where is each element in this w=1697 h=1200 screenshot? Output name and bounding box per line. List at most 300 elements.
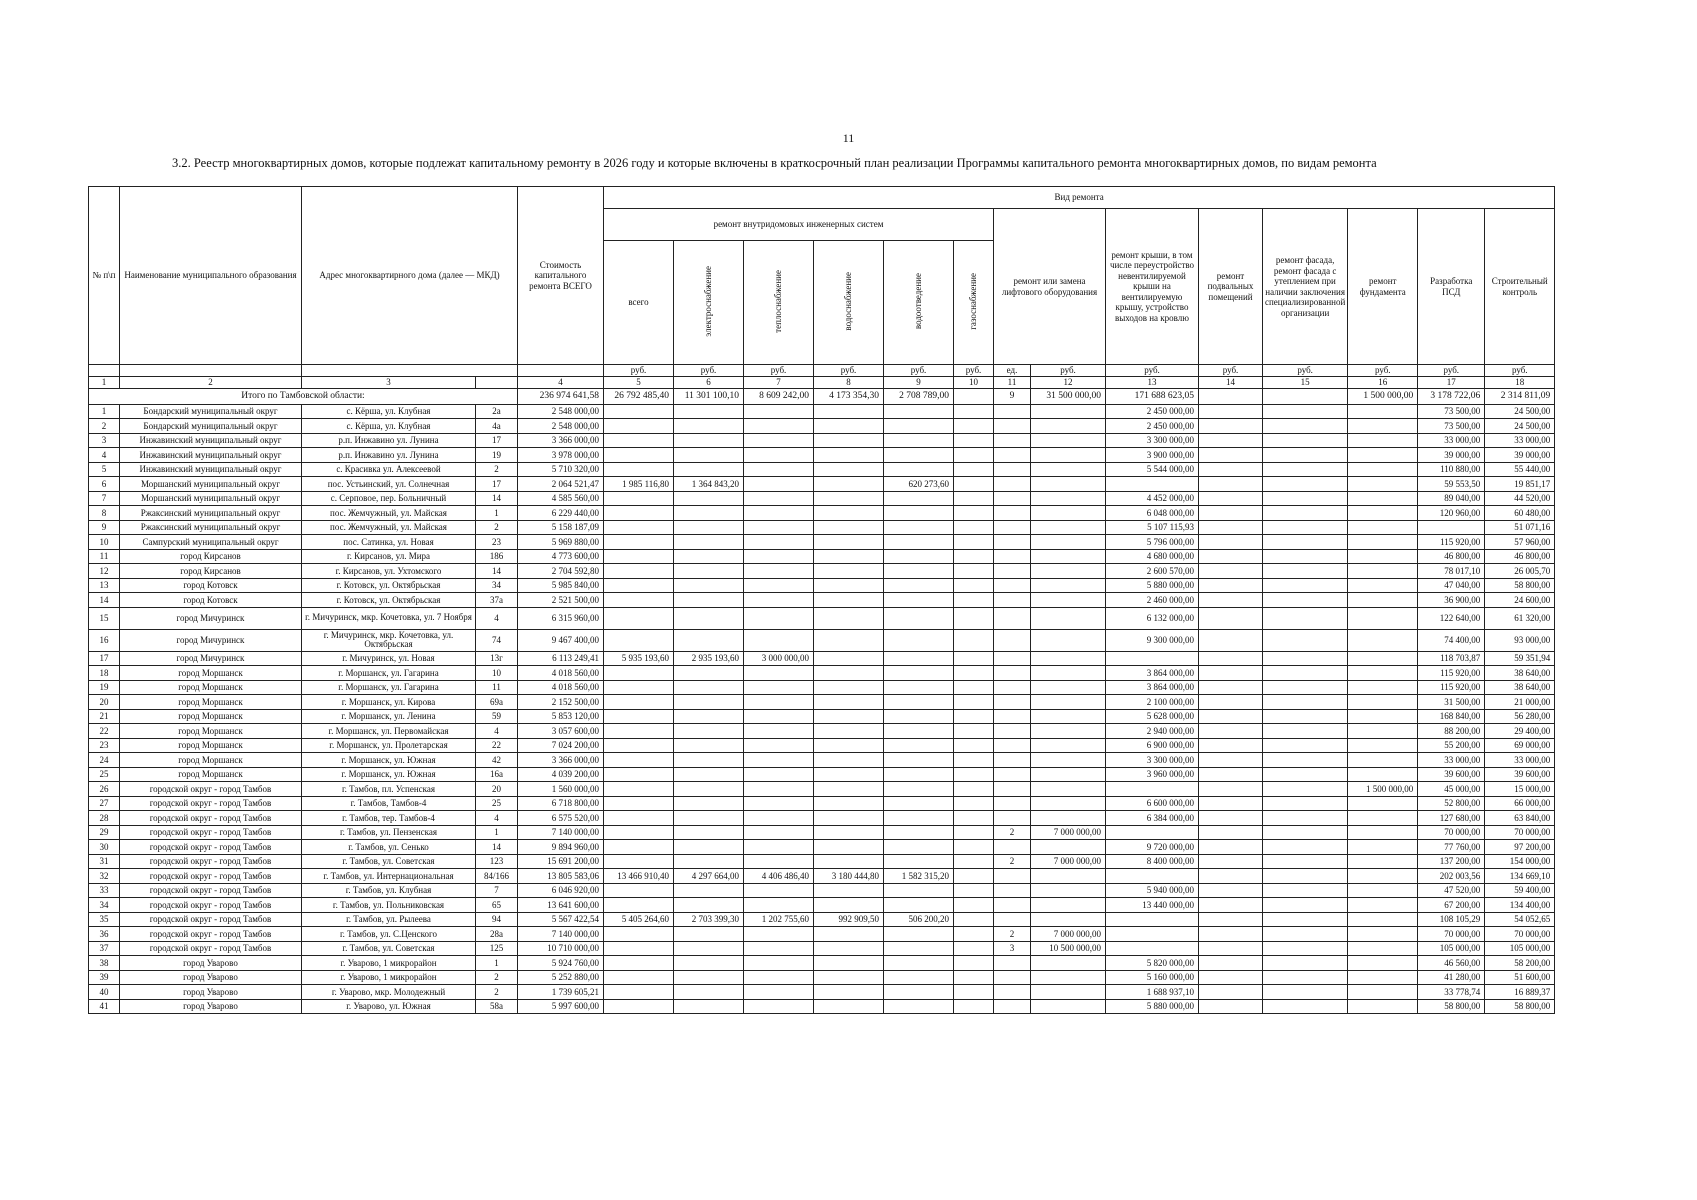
- supervision-cost: 33 000,00: [1485, 433, 1555, 448]
- column-number: 13: [1106, 377, 1199, 389]
- drainage-cost: [884, 883, 954, 898]
- foundation-cost: [1348, 898, 1418, 913]
- drainage-cost: [884, 796, 954, 811]
- basement-cost: [1199, 869, 1263, 884]
- address: г. Тамбов, ул. Пензенская: [302, 825, 476, 840]
- gas-supply-cost: [954, 985, 994, 1000]
- gas-supply-cost: [954, 549, 994, 564]
- facade-cost: [1263, 825, 1348, 840]
- total-cost: 13 641 600,00: [518, 898, 604, 913]
- heating-cost: [744, 927, 814, 942]
- foundation-cost: [1348, 956, 1418, 971]
- row-number: 24: [89, 753, 120, 768]
- basement-cost: [1199, 956, 1263, 971]
- electricity-cost: [674, 883, 744, 898]
- facade-cost: [1263, 535, 1348, 550]
- foundation-cost: [1348, 564, 1418, 579]
- design-cost: 110 880,00: [1418, 462, 1485, 477]
- house-number: 125: [476, 941, 518, 956]
- total-cost: 2 521 500,00: [518, 593, 604, 608]
- design-cost: 46 560,00: [1418, 956, 1485, 971]
- elevator-units: [994, 695, 1031, 710]
- supervision-cost: 59 351,94: [1485, 651, 1555, 666]
- municipality-name: городской округ - город Тамбов: [120, 782, 302, 797]
- elevator-cost: [1031, 629, 1106, 651]
- house-number: 11: [476, 680, 518, 695]
- row-number: 8: [89, 506, 120, 521]
- facade-cost: [1263, 448, 1348, 463]
- gas-supply-cost: [954, 651, 994, 666]
- municipality-name: городской округ - город Тамбов: [120, 869, 302, 884]
- heating-cost: [744, 419, 814, 434]
- basement-cost: [1199, 448, 1263, 463]
- table-row: [89, 651, 1555, 666]
- elevator-cost: [1031, 767, 1106, 782]
- design-cost: 39 000,00: [1418, 448, 1485, 463]
- drainage-cost: [884, 840, 954, 855]
- header-basement: ремонт подвальных помещений: [1199, 209, 1263, 365]
- water-supply-cost: [814, 811, 884, 826]
- total-cost: 236 974 641,58: [518, 388, 604, 404]
- roof-cost: 3 864 000,00: [1106, 680, 1199, 695]
- row-number: 35: [89, 912, 120, 927]
- foundation-cost: [1348, 506, 1418, 521]
- foundation-cost: [1348, 970, 1418, 985]
- heating-cost: [744, 883, 814, 898]
- address: пос. Сатинка, ул. Новая: [302, 535, 476, 550]
- basement-cost: [1199, 607, 1263, 629]
- elevator-units: [994, 491, 1031, 506]
- total-cost: 9 894 960,00: [518, 840, 604, 855]
- electricity-cost: [674, 520, 744, 535]
- water-supply-cost: [814, 593, 884, 608]
- gas-supply-cost: [954, 927, 994, 942]
- water-supply-cost: [814, 404, 884, 419]
- eng-total: [604, 811, 674, 826]
- water-supply-cost: [814, 549, 884, 564]
- table-row: [89, 796, 1555, 811]
- heating-cost: [744, 578, 814, 593]
- gas-supply-cost: [954, 404, 994, 419]
- foundation-cost: [1348, 680, 1418, 695]
- row-number: 3: [89, 433, 120, 448]
- heating-cost: [744, 448, 814, 463]
- address: г. Моршанск, ул. Гагарина: [302, 666, 476, 681]
- basement-cost: [1199, 666, 1263, 681]
- row-number: 23: [89, 738, 120, 753]
- supervision-cost: 56 280,00: [1485, 709, 1555, 724]
- basement-cost: [1199, 695, 1263, 710]
- water-supply-cost: [814, 753, 884, 768]
- house-number: 2а: [476, 404, 518, 419]
- drainage-cost: [884, 782, 954, 797]
- heating-cost: [744, 999, 814, 1014]
- roof-cost: 6 600 000,00: [1106, 796, 1199, 811]
- heating-cost: [744, 695, 814, 710]
- house-number: 23: [476, 535, 518, 550]
- table-row: [89, 709, 1555, 724]
- house-number: 69а: [476, 695, 518, 710]
- header-design: Разработка ПСД: [1418, 209, 1485, 365]
- water-supply-cost: [814, 956, 884, 971]
- elevator-units: [994, 666, 1031, 681]
- elevator-units: [994, 520, 1031, 535]
- house-number: 22: [476, 738, 518, 753]
- total-cost: 6 315 960,00: [518, 607, 604, 629]
- municipality-name: городской округ - город Тамбов: [120, 854, 302, 869]
- design-cost: 105 000,00: [1418, 941, 1485, 956]
- total-cost: 9 467 400,00: [518, 629, 604, 651]
- water-supply-cost: [814, 419, 884, 434]
- elevator-cost: [1031, 520, 1106, 535]
- electricity-cost: [674, 549, 744, 564]
- basement-cost: [1199, 549, 1263, 564]
- drainage-cost: 1 582 315,20: [884, 869, 954, 884]
- header-gas-supply: газоснабжение: [954, 241, 994, 365]
- eng-total: [604, 883, 674, 898]
- facade-cost: [1263, 404, 1348, 419]
- design-cost: 168 840,00: [1418, 709, 1485, 724]
- foundation-cost: [1348, 753, 1418, 768]
- gas-supply-cost: [954, 593, 994, 608]
- basement-cost: [1199, 593, 1263, 608]
- roof-cost: 2 450 000,00: [1106, 419, 1199, 434]
- address: г. Котовск, ул. Октябрьская: [302, 578, 476, 593]
- supervision-cost: 134 669,10: [1485, 869, 1555, 884]
- gas-supply-cost: [954, 419, 994, 434]
- total-cost: 2 548 000,00: [518, 404, 604, 419]
- supervision-cost: 57 960,00: [1485, 535, 1555, 550]
- elevator-cost: 7 000 000,00: [1031, 927, 1106, 942]
- drainage-cost: [884, 433, 954, 448]
- eng-total: [604, 535, 674, 550]
- row-number: 18: [89, 666, 120, 681]
- facade-cost: [1263, 477, 1348, 492]
- total-cost: 1 560 000,00: [518, 782, 604, 797]
- foundation-cost: [1348, 549, 1418, 564]
- eng-total: [604, 927, 674, 942]
- water-supply-cost: [814, 927, 884, 942]
- foundation-cost: [1348, 912, 1418, 927]
- eng-total: [604, 549, 674, 564]
- water-supply-cost: [814, 970, 884, 985]
- gas-supply-cost: [954, 840, 994, 855]
- drainage-cost: [884, 419, 954, 434]
- design-cost: 33 000,00: [1418, 433, 1485, 448]
- drainage-cost: [884, 738, 954, 753]
- column-number: 6: [674, 377, 744, 389]
- table-row: [89, 825, 1555, 840]
- design-cost: 59 553,50: [1418, 477, 1485, 492]
- elevator-units: [994, 535, 1031, 550]
- eng-total: [604, 767, 674, 782]
- electricity-cost: [674, 724, 744, 739]
- eng-total: [604, 404, 674, 419]
- table-row: [89, 578, 1555, 593]
- total-cost: 1 739 605,21: [518, 985, 604, 1000]
- elevator-units: [994, 869, 1031, 884]
- eng-total: [604, 825, 674, 840]
- total-cost: 5 924 760,00: [518, 956, 604, 971]
- facade-cost: [1263, 564, 1348, 579]
- gas-supply-cost: [954, 695, 994, 710]
- house-number: 25: [476, 796, 518, 811]
- municipality-name: Ржаксинский муниципальный округ: [120, 520, 302, 535]
- total-cost: 5 710 320,00: [518, 462, 604, 477]
- column-number: 11: [994, 377, 1031, 389]
- supervision-cost: 15 000,00: [1485, 782, 1555, 797]
- elevator-cost: [1031, 811, 1106, 826]
- total-cost: 3 366 000,00: [518, 753, 604, 768]
- municipality-name: город Котовск: [120, 578, 302, 593]
- total-cost: 6 229 440,00: [518, 506, 604, 521]
- row-number: 14: [89, 593, 120, 608]
- supervision-cost: 38 640,00: [1485, 680, 1555, 695]
- facade-cost: [1263, 419, 1348, 434]
- row-number: 7: [89, 491, 120, 506]
- water-supply-cost: 992 909,50: [814, 912, 884, 927]
- design-cost: 70 000,00: [1418, 825, 1485, 840]
- elevator-units: [994, 433, 1031, 448]
- gas-supply-cost: [954, 753, 994, 768]
- unit-cell: руб.: [744, 365, 814, 377]
- drainage-cost: [884, 404, 954, 419]
- basement-cost: [1199, 985, 1263, 1000]
- electricity-cost: [674, 985, 744, 1000]
- column-number: 15: [1263, 377, 1348, 389]
- roof-cost: 5 940 000,00: [1106, 883, 1199, 898]
- electricity-cost: [674, 825, 744, 840]
- header-drainage: водоотведение: [884, 241, 954, 365]
- eng-total: [604, 840, 674, 855]
- heating-cost: [744, 796, 814, 811]
- supervision-cost: 59 400,00: [1485, 883, 1555, 898]
- water-supply-cost: [814, 695, 884, 710]
- address: г. Тамбов, тер. Тамбов-4: [302, 811, 476, 826]
- house-number: 2: [476, 462, 518, 477]
- roof-cost: [1106, 927, 1199, 942]
- elevator-cost: [1031, 898, 1106, 913]
- house-number: 19: [476, 448, 518, 463]
- elevator-cost: [1031, 419, 1106, 434]
- unit-cell: руб.: [814, 365, 884, 377]
- design-cost: 67 200,00: [1418, 898, 1485, 913]
- drainage-cost: [884, 825, 954, 840]
- total-cost: 6 046 920,00: [518, 883, 604, 898]
- eng-total: [604, 724, 674, 739]
- house-number: 2: [476, 970, 518, 985]
- facade-cost: [1263, 724, 1348, 739]
- eng-total: [604, 695, 674, 710]
- electricity-cost: 4 297 664,00: [674, 869, 744, 884]
- header-elevator: ремонт или замена лифтового оборудования: [994, 209, 1106, 365]
- foundation-cost: [1348, 999, 1418, 1014]
- basement-cost: [1199, 629, 1263, 651]
- foundation-cost: [1348, 629, 1418, 651]
- elevator-cost: [1031, 782, 1106, 797]
- elevator-units: 2: [994, 927, 1031, 942]
- roof-cost: [1106, 912, 1199, 927]
- foundation-cost: [1348, 738, 1418, 753]
- address: г. Тамбов, пл. Успенская: [302, 782, 476, 797]
- electricity-cost: 2 703 399,30: [674, 912, 744, 927]
- roof-cost: 2 450 000,00: [1106, 404, 1199, 419]
- facade-cost: [1263, 898, 1348, 913]
- water-supply-cost: [814, 724, 884, 739]
- design-cost: 120 960,00: [1418, 506, 1485, 521]
- drainage-cost: [884, 811, 954, 826]
- column-number: 4: [518, 377, 604, 389]
- drainage-cost: [884, 506, 954, 521]
- roof-cost: 3 300 000,00: [1106, 433, 1199, 448]
- electricity-cost: [674, 898, 744, 913]
- gas-supply-cost: [954, 869, 994, 884]
- facade-cost: [1263, 629, 1348, 651]
- total-cost: 5 969 880,00: [518, 535, 604, 550]
- gas-supply-cost: [954, 825, 994, 840]
- address: г. Моршанск, ул. Первомайская: [302, 724, 476, 739]
- facade-cost: [1263, 506, 1348, 521]
- elevator-cost: [1031, 753, 1106, 768]
- gas-supply-cost: [954, 956, 994, 971]
- facade-cost: [1263, 709, 1348, 724]
- design-cost: 73 500,00: [1418, 404, 1485, 419]
- supervision-cost: 46 800,00: [1485, 549, 1555, 564]
- facade-cost: [1263, 520, 1348, 535]
- design-cost: 46 800,00: [1418, 549, 1485, 564]
- facade-cost: [1263, 578, 1348, 593]
- table-row: [89, 549, 1555, 564]
- table-row: [89, 520, 1555, 535]
- heating-cost: [744, 840, 814, 855]
- address: г. Тамбов, ул. Польниковская: [302, 898, 476, 913]
- elevator-cost: [1031, 477, 1106, 492]
- water-supply-cost: [814, 985, 884, 1000]
- total-cost: 5 853 120,00: [518, 709, 604, 724]
- foundation-cost: [1348, 811, 1418, 826]
- basement-cost: [1199, 898, 1263, 913]
- total-cost: 4 039 200,00: [518, 767, 604, 782]
- column-number: 12: [1031, 377, 1106, 389]
- basement-cost: [1199, 782, 1263, 797]
- address: с. Серповое, пер. Больничный: [302, 491, 476, 506]
- column-number: 3: [302, 377, 476, 389]
- foundation-cost: [1348, 535, 1418, 550]
- elevator-cost: [1031, 535, 1106, 550]
- address: г. Котовск, ул. Октябрьская: [302, 593, 476, 608]
- gas-supply-cost: [954, 506, 994, 521]
- row-number: 9: [89, 520, 120, 535]
- total-eng: 26 792 485,40: [604, 388, 674, 404]
- design-cost: 118 703,87: [1418, 651, 1485, 666]
- gas-supply-cost: [954, 491, 994, 506]
- address: г. Кирсанов, ул. Мира: [302, 549, 476, 564]
- elevator-units: [994, 419, 1031, 434]
- municipality-name: город Моршанск: [120, 753, 302, 768]
- municipality-name: Моршанский муниципальный округ: [120, 491, 302, 506]
- water-supply-cost: [814, 607, 884, 629]
- basement-cost: [1199, 520, 1263, 535]
- design-cost: 36 900,00: [1418, 593, 1485, 608]
- facade-cost: [1263, 680, 1348, 695]
- basement-cost: [1199, 491, 1263, 506]
- water-supply-cost: [814, 491, 884, 506]
- header-repair-type: Вид ремонта: [604, 187, 1555, 209]
- gas-supply-cost: [954, 724, 994, 739]
- elevator-cost: [1031, 724, 1106, 739]
- municipality-name: Инжавинский муниципальный округ: [120, 433, 302, 448]
- table-row: [89, 593, 1555, 608]
- gas-supply-cost: [954, 564, 994, 579]
- municipality-name: город Моршанск: [120, 724, 302, 739]
- eng-total: [604, 506, 674, 521]
- heating-cost: [744, 549, 814, 564]
- facade-cost: [1263, 970, 1348, 985]
- water-supply-cost: [814, 520, 884, 535]
- table-row: [89, 491, 1555, 506]
- foundation-cost: [1348, 927, 1418, 942]
- house-number: 123: [476, 854, 518, 869]
- column-number: 18: [1485, 377, 1555, 389]
- elevator-units: [994, 564, 1031, 579]
- house-number: 4: [476, 724, 518, 739]
- gas-supply-cost: [954, 433, 994, 448]
- eng-total: [604, 607, 674, 629]
- table-row: [89, 666, 1555, 681]
- electricity-cost: [674, 578, 744, 593]
- eng-total: [604, 680, 674, 695]
- drainage-cost: [884, 535, 954, 550]
- house-number: 94: [476, 912, 518, 927]
- municipality-name: городской округ - город Тамбов: [120, 941, 302, 956]
- foundation-cost: [1348, 869, 1418, 884]
- table-row: [89, 869, 1555, 884]
- heating-cost: [744, 520, 814, 535]
- eng-total: [604, 738, 674, 753]
- roof-cost: 2 460 000,00: [1106, 593, 1199, 608]
- eng-total: [604, 491, 674, 506]
- unit-cell: руб.: [1418, 365, 1485, 377]
- drainage-cost: [884, 666, 954, 681]
- drainage-cost: [884, 970, 954, 985]
- gas-supply-cost: [954, 607, 994, 629]
- elevator-units: [994, 680, 1031, 695]
- elevator-cost: [1031, 985, 1106, 1000]
- drainage-cost: [884, 578, 954, 593]
- electricity-cost: [674, 433, 744, 448]
- electricity-cost: [674, 753, 744, 768]
- supervision-cost: 51 600,00: [1485, 970, 1555, 985]
- elevator-cost: [1031, 462, 1106, 477]
- electricity-cost: [674, 767, 744, 782]
- roof-cost: [1106, 782, 1199, 797]
- design-cost: 88 200,00: [1418, 724, 1485, 739]
- heating-cost: [744, 825, 814, 840]
- elevator-cost: [1031, 404, 1106, 419]
- heating-cost: [744, 506, 814, 521]
- facade-cost: [1263, 695, 1348, 710]
- foundation-cost: [1348, 695, 1418, 710]
- unit-cell: руб.: [674, 365, 744, 377]
- unit-cell: ед.: [994, 365, 1031, 377]
- house-number: 7: [476, 883, 518, 898]
- header-total-cost: Стоимость капитального ремонта ВСЕГО: [518, 187, 604, 365]
- heating-cost: 4 406 486,40: [744, 869, 814, 884]
- drainage-cost: [884, 753, 954, 768]
- row-number: 25: [89, 767, 120, 782]
- supervision-cost: 54 052,65: [1485, 912, 1555, 927]
- address: г. Мичуринск, мкр. Кочетовка, ул. Октябрьская: [302, 629, 476, 651]
